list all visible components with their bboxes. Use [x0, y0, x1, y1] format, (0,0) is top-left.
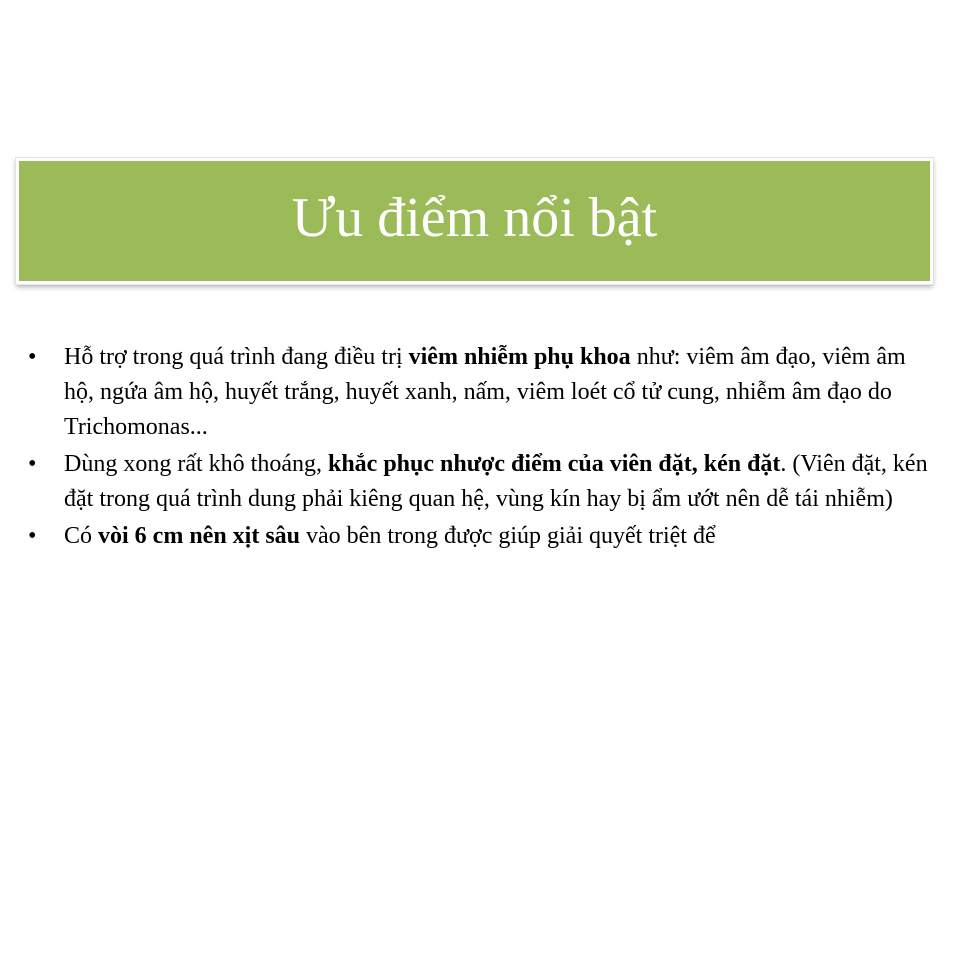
bullet-text-2a: Dùng xong rất khô thoáng,: [64, 451, 328, 477]
bullet-list: [28, 340, 928, 556]
slide-title: Ưu điểm nổi bật: [291, 187, 658, 249]
bullet-text-3b: vòi 6 cm nên xịt sâu: [98, 523, 301, 549]
title-banner: [16, 158, 933, 284]
bullet-text-3a: Có: [64, 523, 99, 549]
bullet-text-2c: . (Viên đặt, kén đặt trong quá trình dung phải kiêng quan hệ, vùng kín hay bị ẩm ướt nên dễ tái nhiễm): [64, 451, 928, 512]
bullet-item-dryness: [28, 447, 928, 517]
bullet-dot-icon: •: [28, 344, 37, 370]
bullet-dot-icon: •: [28, 451, 37, 477]
bullet-text-3c: vào bên trong được giúp giải quyết triệt để: [300, 523, 716, 549]
bullet-item-treatment: [28, 340, 928, 445]
bullet-item-nozzle: [28, 519, 928, 554]
bullet-text-1c: như: viêm âm đạo, viêm âm hộ, ngứa âm hộ, huyết trắng, huyết xanh, nấm, viêm loét cổ tử cung, nhiễm âm đạo do Trichomonas...: [64, 344, 906, 440]
bullet-text-1a: Hỗ trợ trong quá trình đang điều trị: [64, 344, 409, 370]
bullet-text-2b: khắc phục nhược điểm của viên đặt, kén đặt: [327, 451, 781, 477]
bullet-dot-icon: •: [28, 523, 37, 549]
bullet-text-1b: viêm nhiễm phụ khoa: [408, 344, 631, 370]
